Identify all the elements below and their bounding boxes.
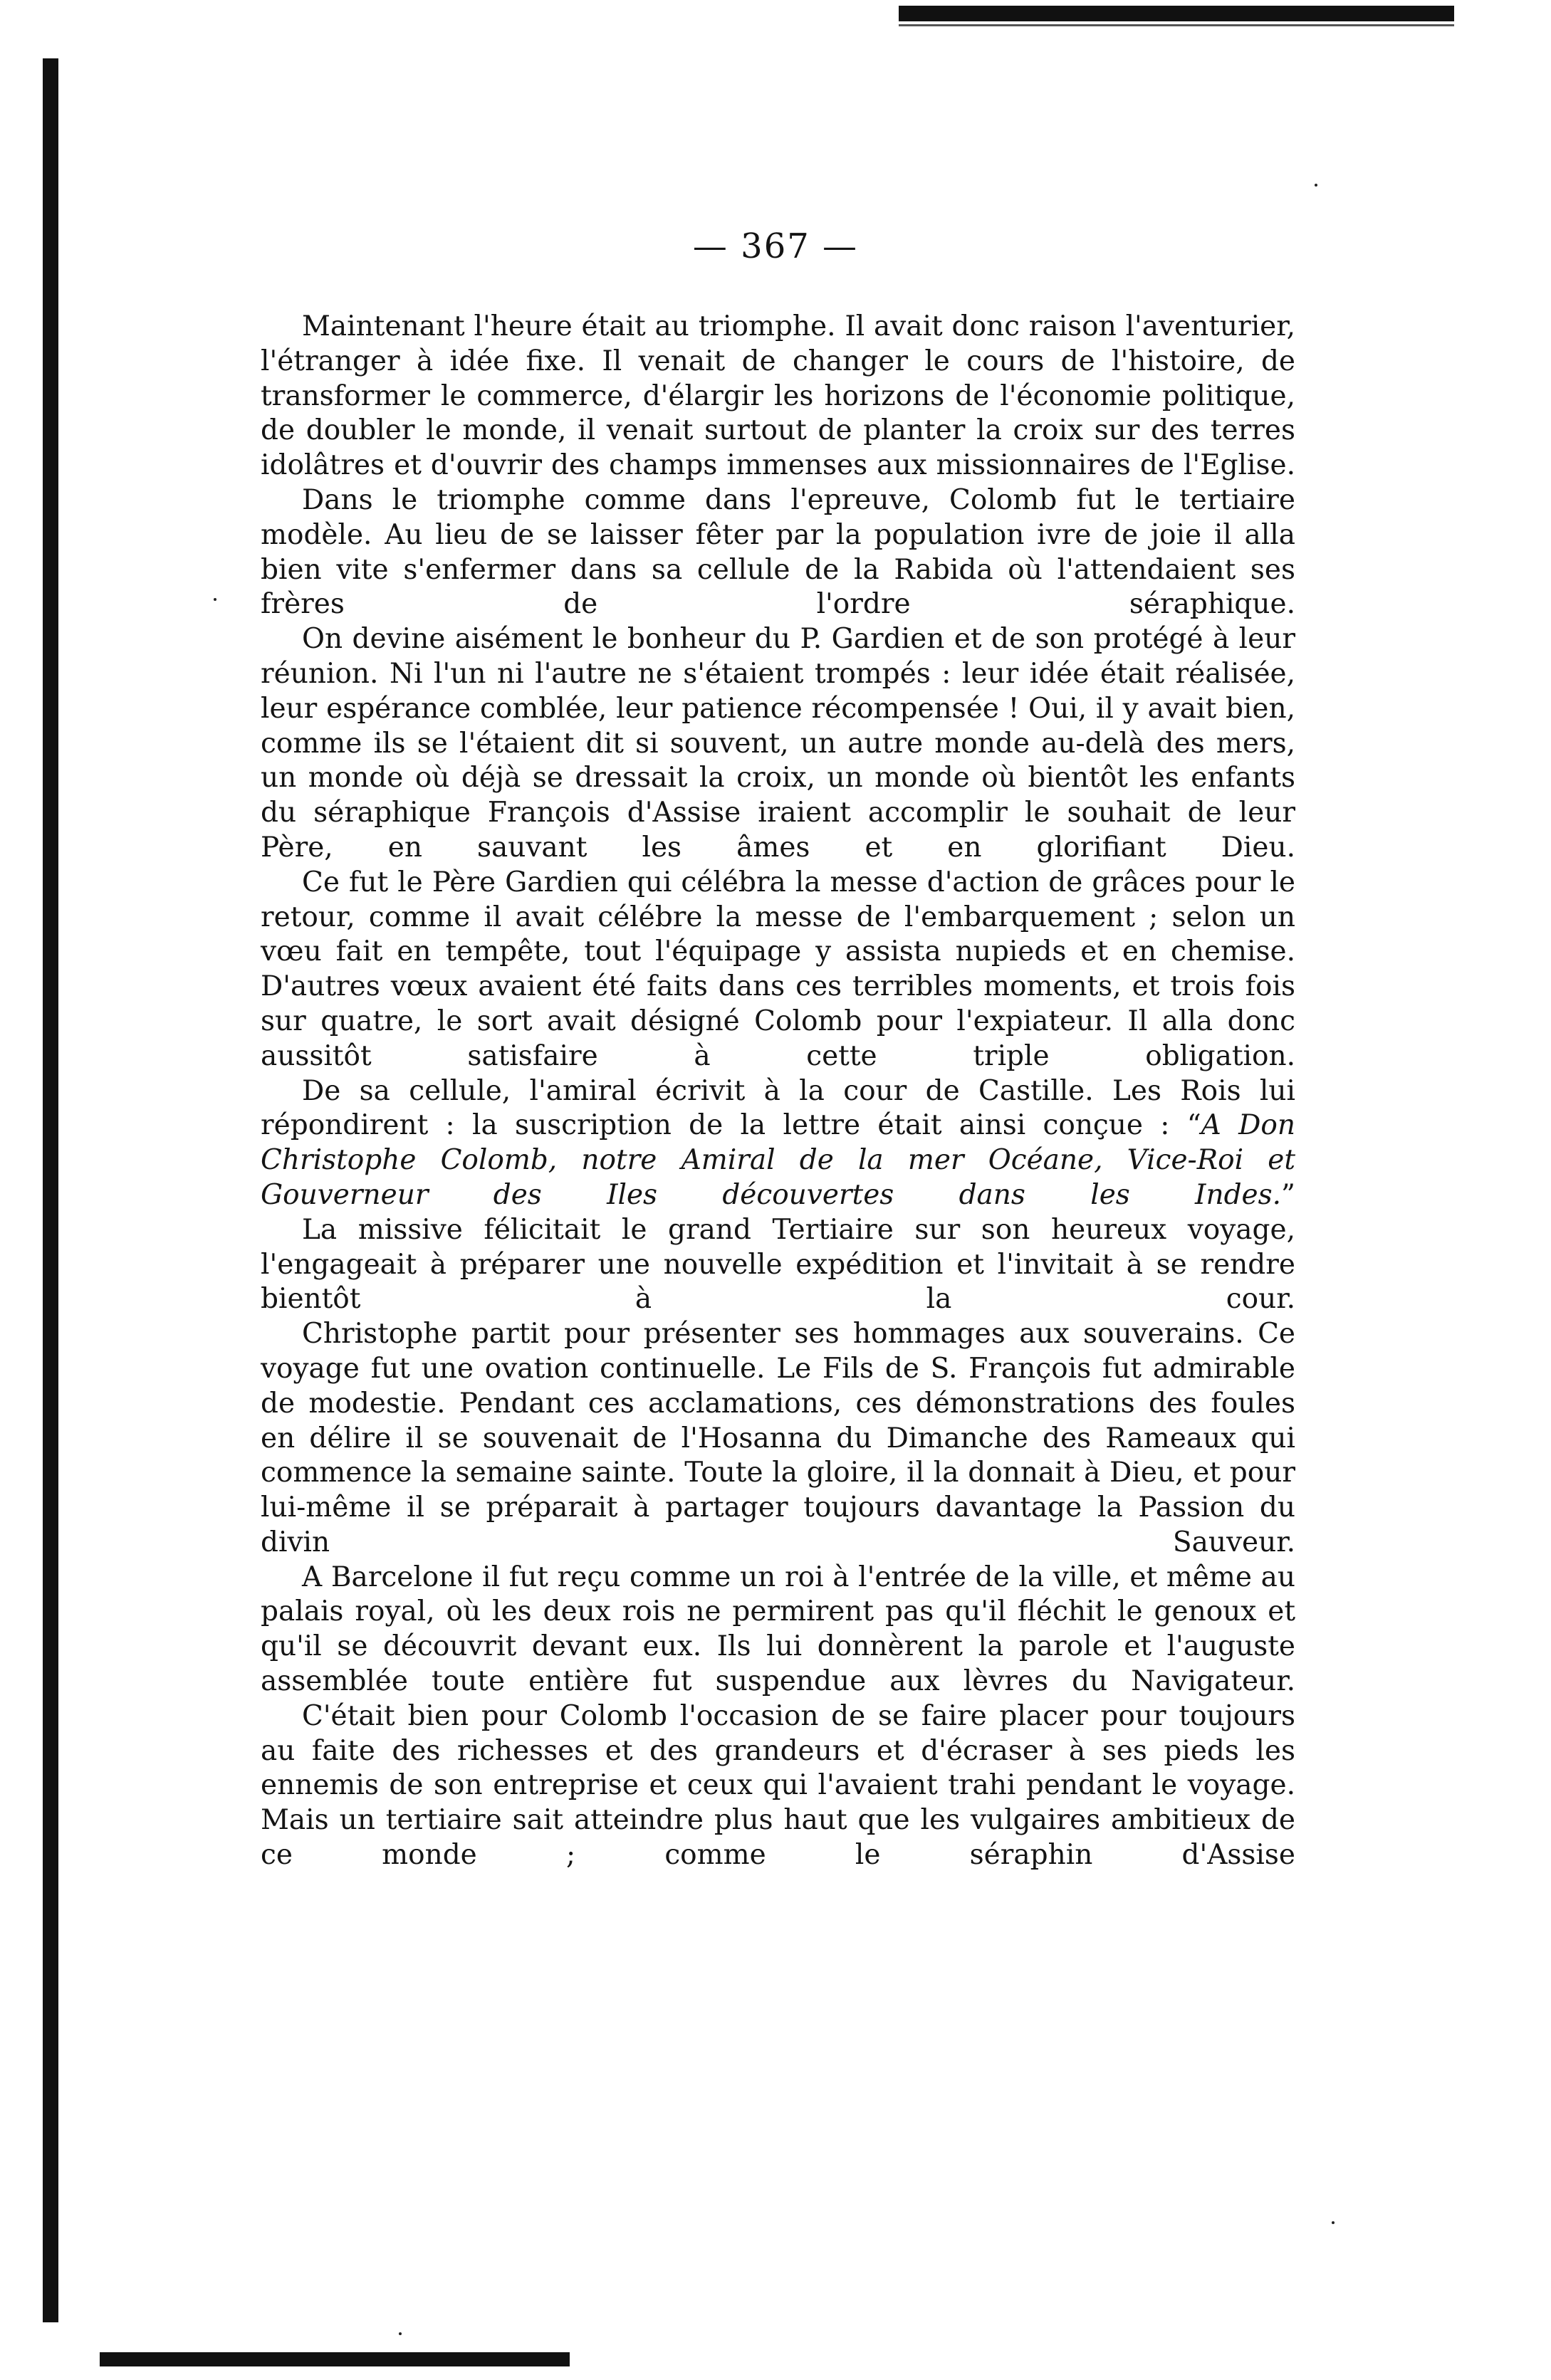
scan-speck [1332, 2221, 1335, 2224]
scan-speck [214, 598, 216, 601]
letter-address: A Don Christophe Colomb, notre Amiral de la mer Océane, Vice-Roi et Gouverneur des Iles découvertes dans les Indes. [261, 1109, 1295, 1211]
scan-speck [1315, 184, 1317, 187]
paragraph-5 [261, 1074, 1295, 1213]
paragraph-8: A Barcelone il fut reçu comme un roi à l'entrée de la ville, et même au palais royal, où les deux rois ne permirent pas qu'il fléchit le genoux et qu'il se découvrit devant eux. Ils lui donnèrent la parole et l'auguste assemblée toute entière fut suspendue aux lèvres du Navigateur. [261, 1561, 1295, 1698]
paragraph-5-text: De sa cellule, l'amiral écrivit à la cour de Castille. Les Rois lui répondirent : la suscription de la lettre était ainsi conçue : “ [261, 1074, 1295, 1142]
paragraph-1: Maintenant l'heure était au triomphe. Il avait donc raison l'aventurier, l'étranger à idée fixe. Il venait de changer le cours de l'histoire, de transformer le commerce, d'élargir les horizons de l'économie politique, de doubler le monde, il venait surtout de planter la croix sur des terres idolâtres et d'ouvrir des champs immenses aux missionnaires de l'Eglise. [261, 310, 1295, 482]
paragraph-3: On devine aisément le bonheur du P. Gardien et de son protégé à leur réunion. Ni l'un ni l'autre ne s'étaient trompés : leur idée était réalisée, leur espérance comblée, leur patience récompensée ! Oui, il y avait bien, comme ils se l'étaient dit si souvent, un autre monde au-delà des mers, un monde où déjà se dressait la croix, un monde où bientôt les enfants du séraphique François d'Assise iraient accomplir le souhait de leur Père, en sauvant les âmes et en glorifiant Dieu. [261, 623, 1295, 864]
page-number: — 367 — [692, 226, 859, 266]
body-text [261, 310, 1295, 1873]
paragraph-7: Christophe partit pour présenter ses hommages aux souverains. Ce voyage fut une ovation continuelle. Le Fils de S. François fut admirable de modestie. Pendant ces acclamations, ces démonstrations des foules en délire il se souvenait de l'Hosanna du Dimanche des Rameaux qui commence la semaine sainte. Toute la gloire, il la donnait à Dieu, et pour lui-même il se préparait à partager toujours davantage la Passion du divin Sauveur. [261, 1318, 1295, 1558]
paragraph-9: C'était bien pour Colomb l'occasion de se faire placer pour toujours au faite des richesses et des grandeurs et d'écraser à ses pieds les ennemis de son entreprise et ceux qui l'avaient trahi pendant le voyage. Mais un tertiaire sait atteindre plus haut que les vulgaires ambitieux de ce monde ; comme le séraphin d'Assise [261, 1699, 1295, 1872]
closing-quote: ” [1281, 1178, 1295, 1211]
paragraph-4: Ce fut le Père Gardien qui célébra la messe d'action de grâces pour le retour, comme il avait célébre la messe de l'embarquement ; selon un vœu fait en tempête, tout l'équipage y assista nupieds et en chemise. D'autres vœux avaient été faits dans ces terribles moments, et trois fois sur quatre, le sort avait désigné Colomb pour l'expiateur. Il alla donc aussitôt satisfaire à cette triple obligation. [261, 866, 1295, 1072]
scan-speck [399, 2332, 402, 2335]
paragraph-2: Dans le triomphe comme dans l'epreuve, Colomb fut le tertiaire modèle. Au lieu de se laisser fêter par la population ivre de joie il alla bien vite s'enfermer dans sa cellule de la Rabida où l'attendaient ses frères de l'ordre séraphique. [261, 483, 1295, 621]
scan-border-left [43, 58, 58, 2322]
paragraph-6: La missive félicitait le grand Tertiaire sur son heureux voyage, l'engageait à préparer une nouvelle expédition et l'invitait à se rendre bientôt à la cour. [261, 1213, 1295, 1316]
scan-border-top [899, 6, 1454, 21]
scan-border-bottom [100, 2352, 570, 2366]
scan-rule-top [899, 24, 1454, 26]
